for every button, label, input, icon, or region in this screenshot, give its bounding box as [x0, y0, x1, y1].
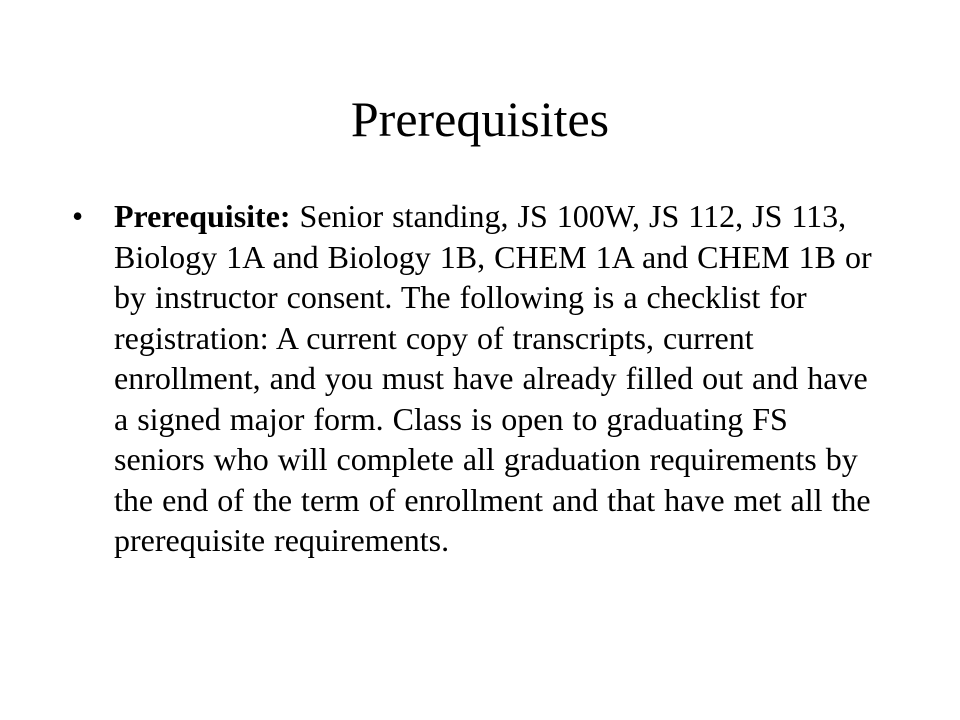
bullet-text — [114, 196, 872, 561]
bullet-body: Senior standing, JS 100W, JS 112, JS 113, Biology 1A and Biology 1B, CHEM 1A and CHEM 1B or by instructor consent. The following is a checklist for registration: A current copy of transcripts, current enrollment, and you must have already filled out and have a signed major form. Class is open to graduating FS seniors who will complete all graduation requirements by the end of the term of enrollment and that have met all the prerequisite requirements. — [114, 198, 872, 558]
slide-title: Prerequisites — [350, 91, 610, 147]
bullet-icon: • — [72, 198, 84, 234]
bullet-lead-term: Prerequisite: — [114, 198, 291, 234]
bullet-item — [72, 196, 872, 561]
bullet-list — [72, 196, 872, 561]
